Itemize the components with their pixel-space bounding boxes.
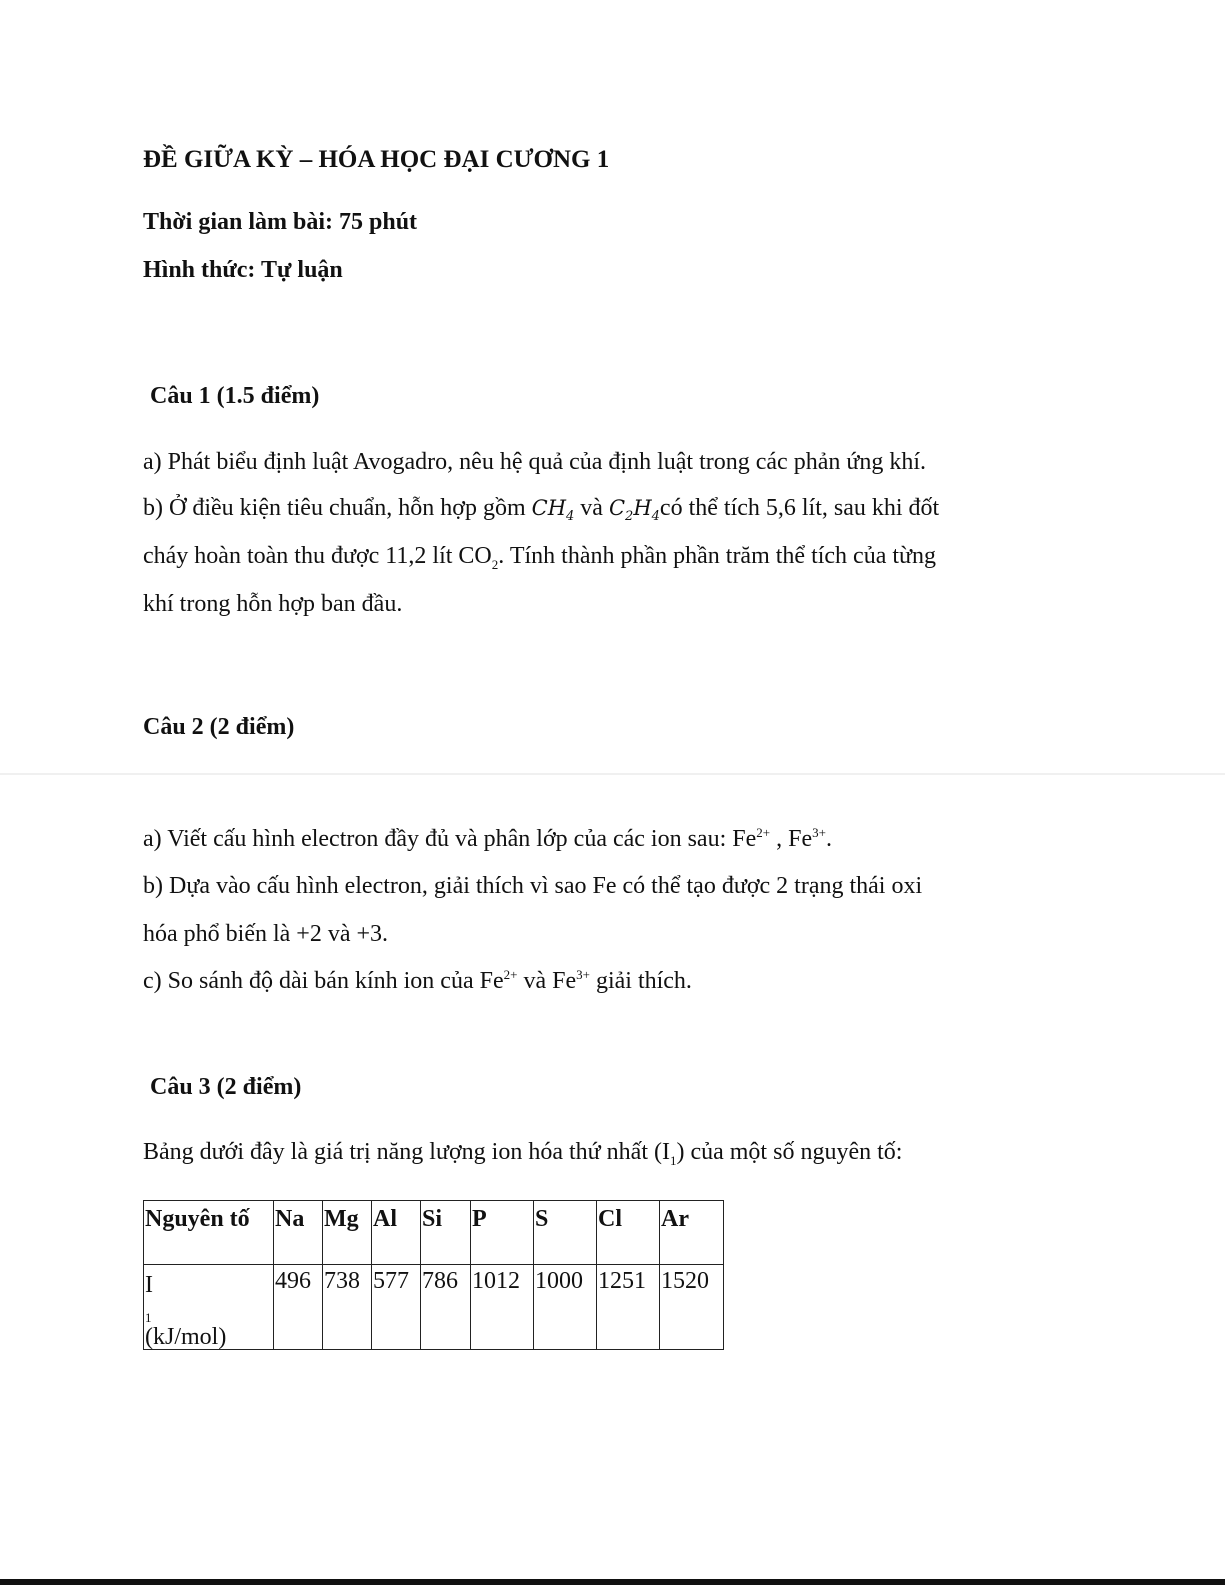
cell-text: 1000 [535,1268,583,1294]
cell-text: 1251 [598,1268,646,1294]
page-divider [0,773,1225,775]
superscript: 3+ [576,967,590,982]
table-header-row [144,1201,724,1265]
cell-text: Ar [661,1206,689,1232]
table-cell [274,1265,323,1350]
table-header-cell [144,1201,274,1265]
table-header-cell [323,1201,372,1265]
cell-text [145,1265,273,1349]
text-span: ) của một số nguyên tố: [676,1139,903,1165]
cell-text: 786 [422,1268,458,1294]
cell-text: Si [422,1206,443,1232]
table-cell [597,1265,660,1350]
cell-text: 1012 [472,1268,520,1294]
q1-part-a: a) Phát biểu định luật Avogadro, nêu hệ quả của định luật trong các phản ứng khí. [143,449,927,475]
superscript: 3+ [812,825,826,840]
text-span: c) So sánh độ dài bán kính ion của Fe [143,968,504,994]
q1-part-b-line1 [143,495,940,525]
table-cell [471,1265,534,1350]
table-header-cell [534,1201,597,1265]
exam-time: Thời gian làm bài: 75 phút [143,209,418,235]
q2-part-b-line2: hóa phổ biến là +2 và +3. [143,921,389,947]
cell-text: Cl [598,1206,622,1232]
cell-text: 1520 [661,1268,709,1294]
text-span: b) Ở điều kiện tiêu chuẩn, hỗn hợp gồm [143,495,532,521]
q3-heading: Câu 3 (2 điểm) [150,1074,302,1100]
superscript: 2+ [503,967,518,982]
cell-text: Nguyên tố [145,1206,250,1232]
q2-part-c [143,969,692,993]
bottom-rule [0,1579,1225,1585]
table-header-cell [471,1201,534,1265]
cell-text: Na [275,1206,305,1232]
text-span: . [825,826,832,852]
subscript: 4 [651,509,660,525]
formula-text: C [608,496,626,520]
table-cell [534,1265,597,1350]
cell-text: P [472,1206,487,1232]
formula-text: H [633,496,652,520]
text-span: (kJ/mol) [145,1324,227,1350]
formula-c2h4 [608,496,660,525]
table-header-cell [274,1201,323,1265]
q2-heading: Câu 2 (2 điểm) [143,714,295,740]
text-span: và [574,495,609,521]
table-cell [372,1265,421,1350]
table-header-cell [372,1201,421,1265]
table-header-cell [421,1201,471,1265]
table-header-cell [660,1201,724,1265]
formula-ch4 [531,496,575,525]
cell-text: S [535,1206,549,1232]
cell-text: 738 [324,1268,360,1294]
table-cell [421,1265,471,1350]
text-span: , Fe [770,826,813,852]
cell-text: Al [373,1206,397,1232]
subscript: 2 [491,556,499,572]
q1-part-b-line2 [143,543,937,572]
text-span: cháy hoàn toàn thu được 11,2 lít CO [143,543,492,569]
superscript: 2+ [756,825,771,840]
text-span: có thể tích 5,6 lít, sau khi đốt [659,495,940,521]
formula-text: CH [531,496,567,520]
cell-text: Mg [324,1206,359,1232]
text-span: Bảng dưới đây là giá trị năng lượng ion hóa thứ nhất (I [143,1139,670,1165]
table-row-label [144,1265,274,1350]
exam-form: Hình thức: Tự luận [143,257,343,283]
text-span: . Tính thành phần phần trăm thể tích của từng [498,543,937,569]
q3-intro [143,1139,903,1168]
table-cell [660,1265,724,1350]
text-span: giải thích. [589,968,692,994]
exam-title: ĐỀ GIỮA KỲ – HÓA HỌC ĐẠI CƯƠNG 1 [143,146,610,173]
cell-text: 577 [373,1268,409,1294]
table-header-cell [597,1201,660,1265]
subscript: 1 [145,1309,152,1325]
q2-part-a [143,827,832,851]
subscript: 1 [669,1152,677,1168]
text-span: a) Viết cấu hình electron đầy đủ và phân lớp của các ion sau: Fe [143,826,757,852]
text-span: và Fe [517,968,577,994]
text-span: I [145,1272,153,1298]
table-cell [323,1265,372,1350]
subscript: 4 [566,509,575,525]
cell-text: 496 [275,1268,311,1294]
q2-part-b-line1: b) Dựa vào cấu hình electron, giải thích vì sao Fe có thể tạo được 2 trạng thái oxi [143,873,923,899]
subscript: 2 [625,509,634,525]
q1-part-b-line3: khí trong hỗn hợp ban đầu. [143,591,403,617]
table-row [144,1265,724,1350]
ionization-energy-table [143,1200,724,1350]
q1-heading: Câu 1 (1.5 điểm) [150,383,320,409]
